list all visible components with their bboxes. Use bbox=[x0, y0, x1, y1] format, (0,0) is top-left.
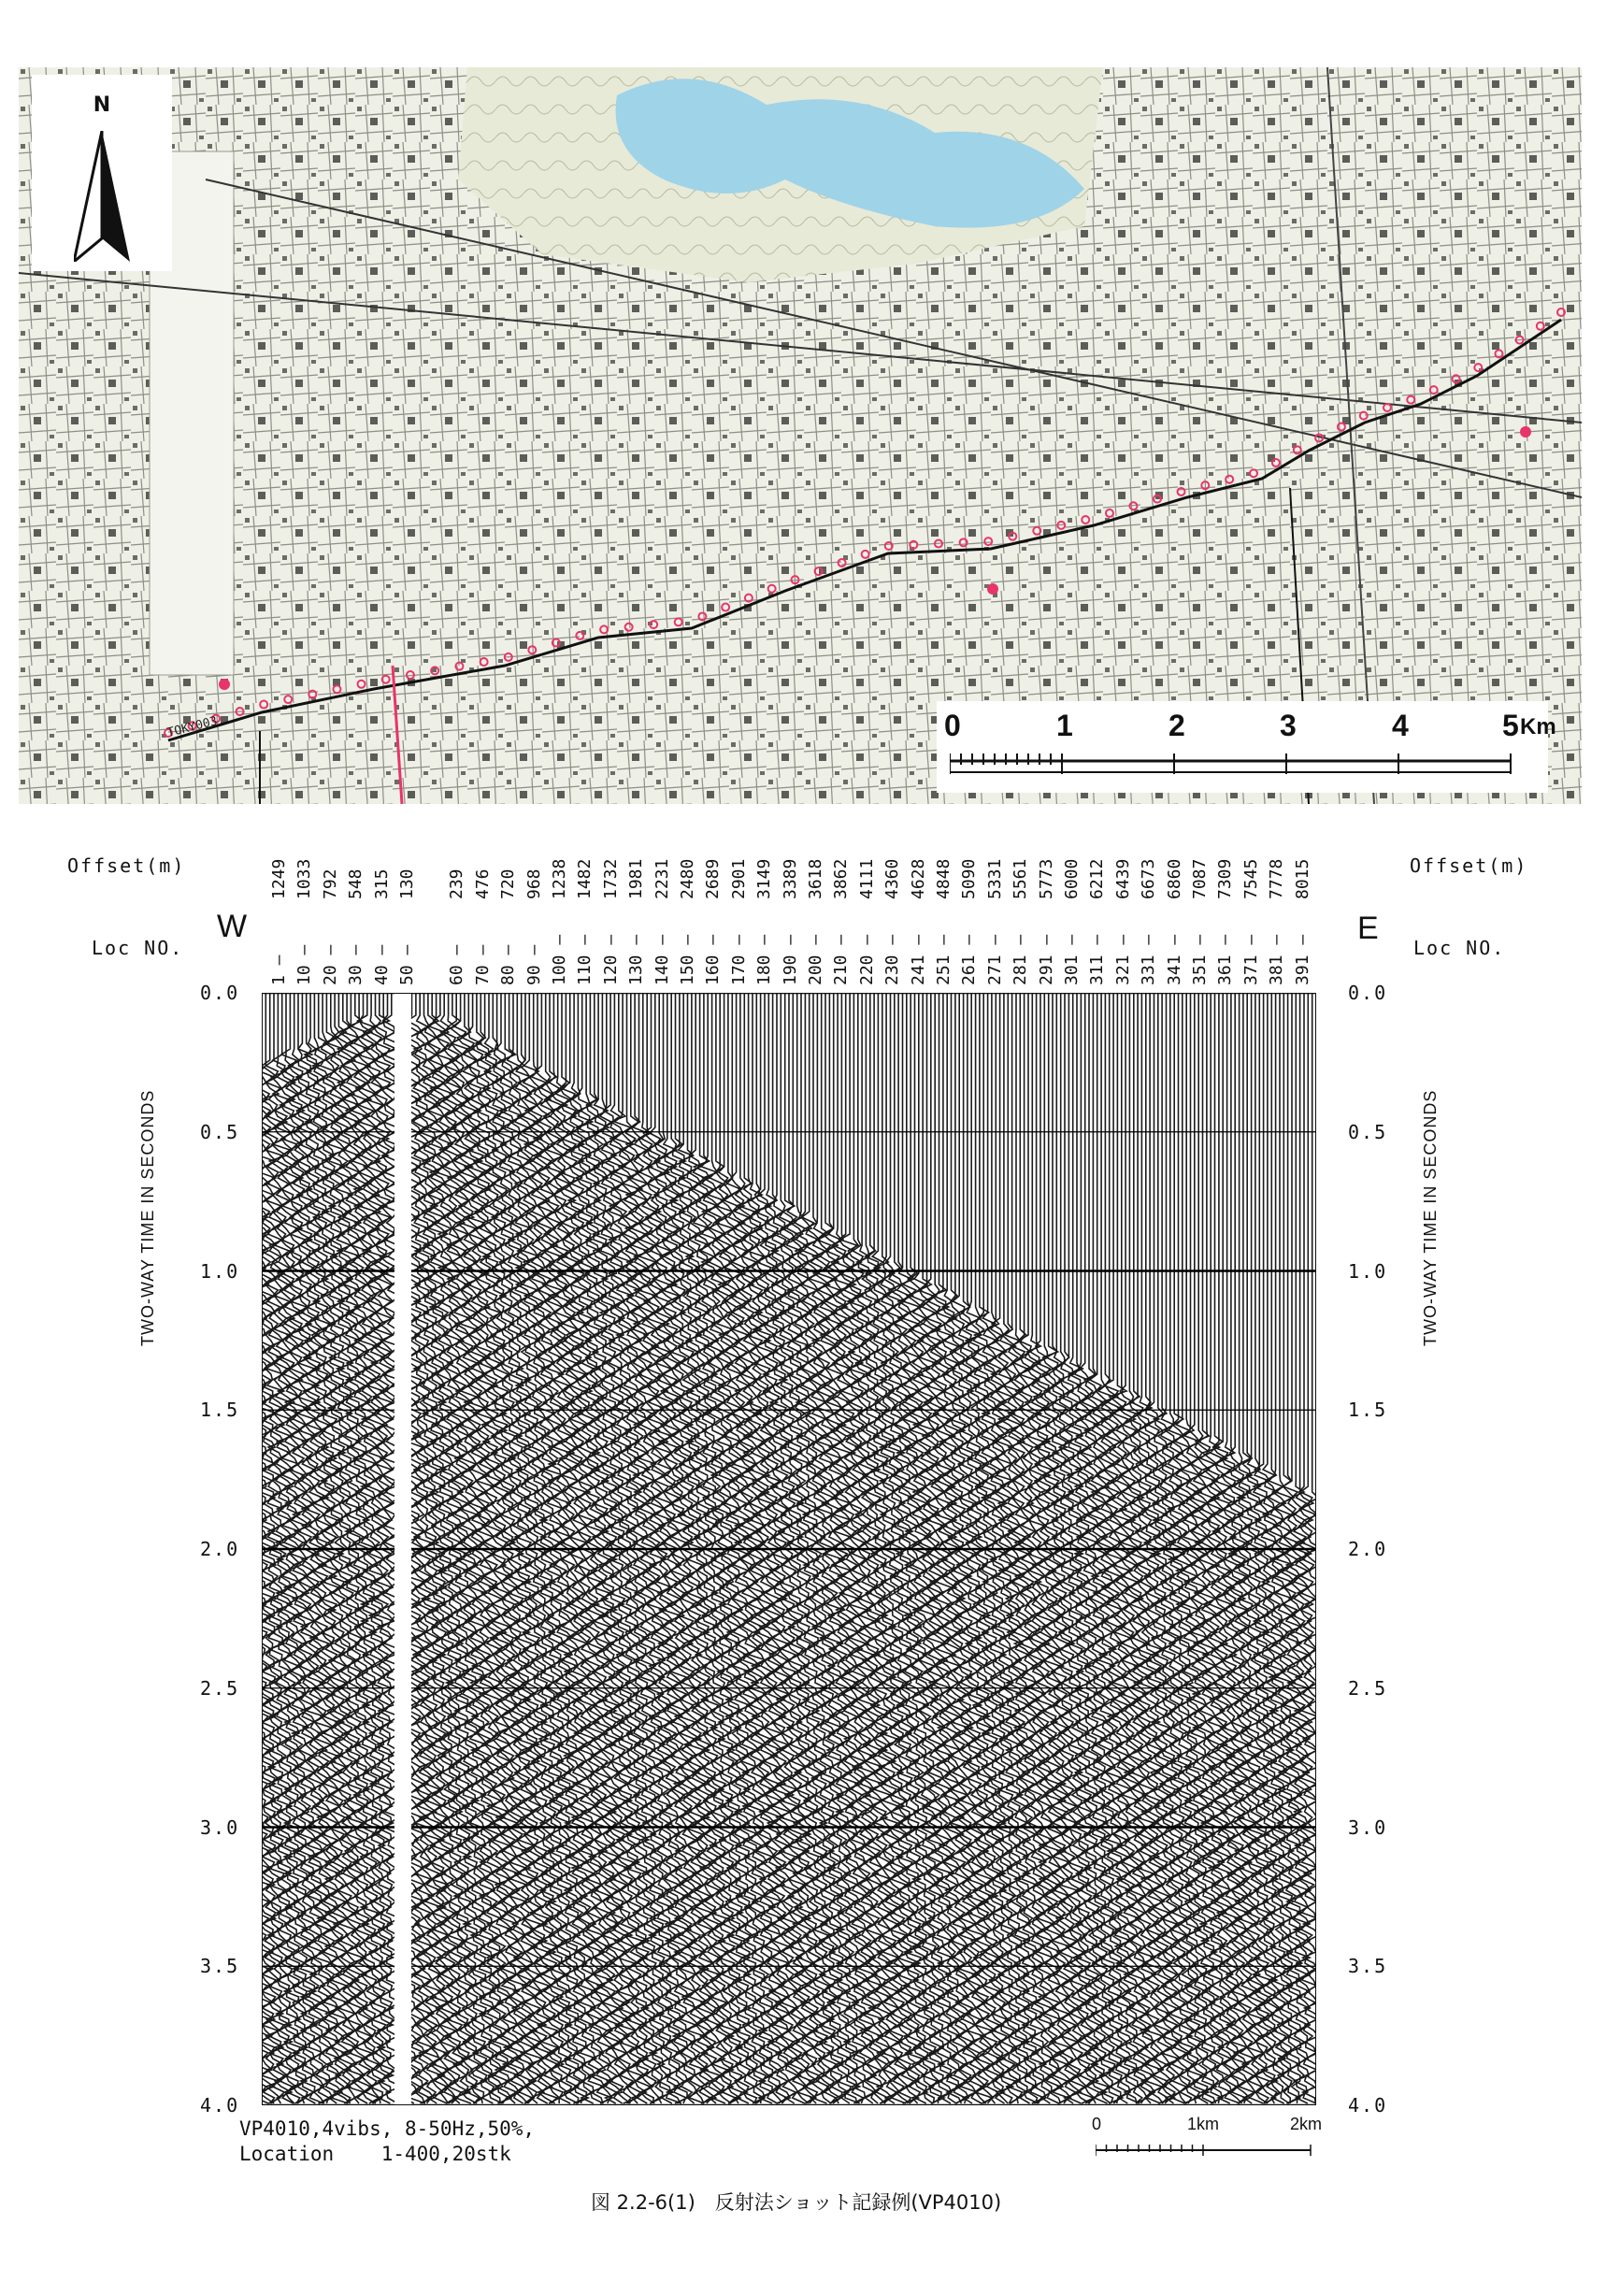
north-label: N bbox=[93, 93, 111, 117]
time-tick-label-right: 4.0 bbox=[1348, 2094, 1388, 2117]
offset-value: 6000 bbox=[1062, 858, 1082, 899]
offset-value: 3149 bbox=[754, 858, 775, 899]
loc-value: 321 — bbox=[1112, 934, 1133, 985]
offset-value: 6673 bbox=[1139, 858, 1159, 899]
loc-value: 70 — bbox=[472, 944, 493, 985]
offset-value: 1238 bbox=[550, 858, 569, 899]
loc-value: 120 — bbox=[600, 934, 621, 985]
loc-value: 80 — bbox=[498, 944, 519, 985]
time-tick-label-left: 1.0 bbox=[200, 1259, 240, 1283]
offset-value: 792 bbox=[320, 868, 340, 899]
offset-value: 548 bbox=[346, 868, 366, 899]
time-tick-label-right: 2.0 bbox=[1348, 1538, 1388, 1560]
section-scale-ruler bbox=[1096, 2143, 1320, 2158]
loc-value: 251 — bbox=[934, 934, 953, 985]
section-scale-bar bbox=[1092, 2115, 1326, 2171]
loc-value: 371 — bbox=[1240, 934, 1261, 985]
offset-value: 5090 bbox=[959, 858, 980, 899]
loc-value: 150 — bbox=[678, 934, 697, 985]
loc-value: 311 — bbox=[1087, 934, 1108, 985]
offset-value: 1033 bbox=[294, 858, 315, 899]
offset-value: 4848 bbox=[934, 858, 953, 899]
offset-value: 1981 bbox=[626, 858, 647, 899]
loc-value: 331 — bbox=[1139, 934, 1159, 985]
offset-value: 2689 bbox=[703, 858, 724, 899]
loc-value: 351 — bbox=[1190, 934, 1210, 985]
offset-value: 4111 bbox=[856, 858, 877, 899]
loc-value: 271 — bbox=[984, 934, 1005, 985]
east-label: E bbox=[1357, 911, 1379, 946]
time-tick-label-left: 3.0 bbox=[200, 1815, 240, 1839]
loc-value: 30 — bbox=[346, 944, 366, 985]
time-tick-label-right: 1.5 bbox=[1348, 1399, 1388, 1422]
loc-value: 200 — bbox=[806, 934, 825, 985]
loc-value: 210 — bbox=[831, 934, 852, 985]
offset-value: 968 bbox=[523, 868, 544, 899]
offset-value: 1732 bbox=[600, 858, 621, 899]
time-tick-label-right: 1.0 bbox=[1348, 1259, 1388, 1283]
offset-value: 5561 bbox=[1011, 858, 1031, 899]
north-arrow bbox=[32, 75, 172, 271]
scale-tick-0: 0 bbox=[944, 709, 961, 742]
scale-tick-2: 2 bbox=[1168, 709, 1185, 742]
offset-value: 3389 bbox=[780, 858, 800, 899]
loc-value: 301 — bbox=[1062, 934, 1082, 985]
offset-value: 1249 bbox=[269, 858, 289, 899]
offset-value: 130 bbox=[397, 868, 417, 899]
loc-value: 130 — bbox=[626, 934, 647, 985]
time-tick-label-right: 0.0 bbox=[1348, 982, 1388, 1004]
loc-value: 10 — bbox=[294, 944, 315, 985]
axis-title-left: TWO-WAY TIME IN SECONDS bbox=[138, 1089, 157, 1346]
offset-value: 476 bbox=[472, 868, 493, 899]
loc-value: 140 — bbox=[652, 934, 672, 985]
offset-value: 2480 bbox=[678, 858, 697, 899]
offset-value: 7309 bbox=[1215, 858, 1236, 899]
offset-value: 4628 bbox=[908, 858, 928, 899]
offset-value: 6439 bbox=[1112, 858, 1133, 899]
loc-value: 281 — bbox=[1011, 934, 1031, 985]
offset-value: 6212 bbox=[1087, 858, 1108, 899]
section-scale-0: 0 bbox=[1092, 2115, 1102, 2133]
offset-value: 3618 bbox=[806, 858, 825, 899]
offset-value: 7778 bbox=[1267, 858, 1287, 899]
loc-label-left: Loc NO. bbox=[92, 937, 184, 959]
loc-value: 1 — bbox=[269, 954, 289, 985]
scale-tick-5: 5 bbox=[1502, 709, 1519, 742]
scale-tick-4: 4 bbox=[1392, 709, 1409, 742]
time-tick-label-right: 3.0 bbox=[1348, 1815, 1388, 1839]
loc-value: 261 — bbox=[959, 934, 980, 985]
time-tick-label-right: 3.5 bbox=[1348, 1955, 1388, 1978]
scale-tick-3: 3 bbox=[1280, 709, 1297, 742]
offset-value: 7087 bbox=[1190, 858, 1210, 899]
offset-label-left: Offset(m) bbox=[67, 854, 186, 877]
scale-unit: Km bbox=[1520, 714, 1556, 739]
time-tick-label-left: 0.0 bbox=[200, 982, 240, 1004]
loc-value: 381 — bbox=[1267, 934, 1287, 985]
loc-value: 180 — bbox=[754, 934, 775, 985]
offset-value: 1482 bbox=[575, 858, 595, 899]
acquisition-params-line2: Location 1-400,20stk bbox=[239, 2143, 511, 2165]
time-tick-label-left: 4.0 bbox=[200, 2094, 240, 2117]
offset-value: 3862 bbox=[831, 858, 852, 899]
line-label: TOKY003 bbox=[165, 714, 220, 740]
shot-point bbox=[987, 583, 998, 595]
loc-value: 110 — bbox=[575, 934, 595, 985]
section-scale-2km: 2km bbox=[1290, 2115, 1323, 2133]
loc-value: 60 — bbox=[447, 944, 467, 985]
shot-point bbox=[1520, 426, 1531, 438]
loc-value: 50 — bbox=[397, 944, 417, 985]
shot-point bbox=[219, 679, 230, 690]
time-tick-label-left: 1.5 bbox=[200, 1399, 240, 1422]
loc-value: 291 — bbox=[1036, 934, 1056, 985]
west-label: W bbox=[217, 909, 248, 944]
section-scale-1km: 1km bbox=[1187, 2115, 1220, 2133]
acquisition-params-line1: VP4010,4vibs, 8-50Hz,50%, bbox=[239, 2117, 536, 2140]
shot-gap bbox=[394, 993, 411, 2105]
shot-record-section bbox=[262, 993, 1316, 2105]
offset-value: 315 bbox=[371, 868, 392, 899]
map-image bbox=[19, 67, 1582, 804]
loc-value: 190 — bbox=[780, 934, 800, 985]
offset-value: 2231 bbox=[652, 858, 672, 899]
offset-label-right: Offset(m) bbox=[1410, 854, 1528, 877]
loc-value: 40 — bbox=[371, 944, 392, 985]
loc-value: 391 — bbox=[1292, 934, 1312, 985]
time-tick-label-right: 0.5 bbox=[1348, 1120, 1388, 1143]
offset-value: 5331 bbox=[984, 858, 1005, 899]
offset-value: 239 bbox=[447, 868, 467, 899]
loc-value: 220 — bbox=[856, 934, 877, 985]
scale-ruler bbox=[950, 750, 1529, 778]
map-scale-bar bbox=[937, 701, 1556, 793]
location-map bbox=[19, 67, 1582, 804]
loc-value: 20 — bbox=[320, 944, 340, 985]
figure-caption: 図 2.2-6(1) 反射法ショット記録例(VP4010) bbox=[591, 2191, 1002, 2214]
offset-value: 4360 bbox=[882, 858, 903, 899]
offset-value: 720 bbox=[498, 868, 519, 899]
time-tick-label-left: 3.5 bbox=[200, 1955, 240, 1978]
loc-value: 90 — bbox=[523, 944, 544, 985]
loc-value: 361 — bbox=[1215, 934, 1236, 985]
offset-value: 8015 bbox=[1292, 858, 1312, 899]
axis-title-right: TWO-WAY TIME IN SECONDS bbox=[1421, 1089, 1440, 1346]
scale-tick-1: 1 bbox=[1056, 709, 1073, 742]
loc-value: 230 — bbox=[882, 934, 903, 985]
offset-value: 7545 bbox=[1240, 858, 1261, 899]
time-tick-label-right: 2.5 bbox=[1348, 1676, 1388, 1700]
time-tick-label-left: 2.5 bbox=[200, 1676, 240, 1700]
time-tick-label-left: 0.5 bbox=[200, 1120, 240, 1143]
offset-value: 2901 bbox=[728, 858, 749, 899]
loc-value: 160 — bbox=[703, 934, 724, 985]
offset-value: 5773 bbox=[1036, 858, 1056, 899]
loc-value: 170 — bbox=[728, 934, 749, 985]
loc-value: 241 — bbox=[908, 934, 928, 985]
loc-value: 341 — bbox=[1164, 934, 1184, 985]
north-arrow-icon bbox=[74, 131, 130, 262]
time-tick-label-left: 2.0 bbox=[200, 1538, 240, 1560]
loc-label-right: Loc NO. bbox=[1413, 937, 1506, 959]
offset-value: 6860 bbox=[1164, 858, 1184, 899]
loc-value: 100 — bbox=[550, 934, 569, 985]
